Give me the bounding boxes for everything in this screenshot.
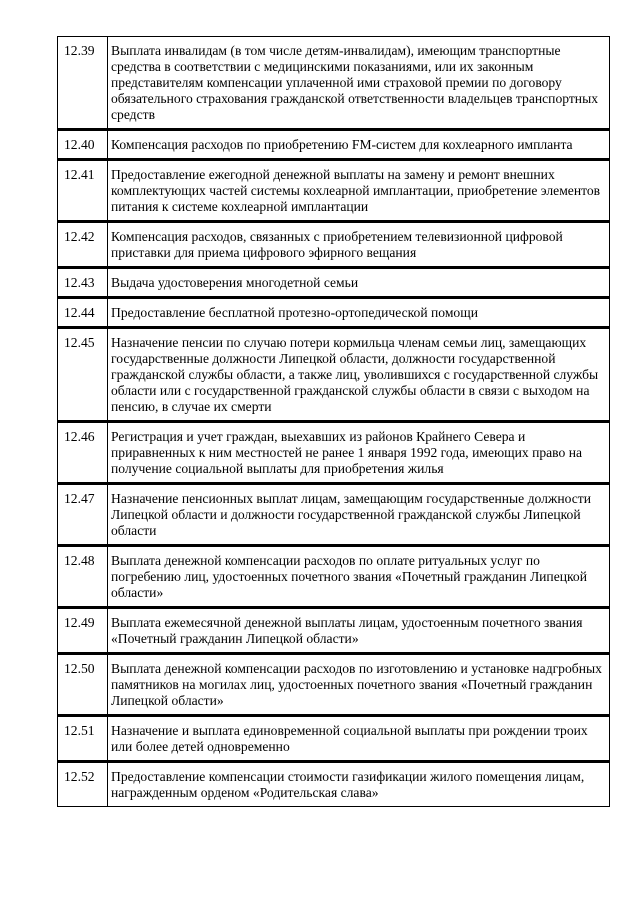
- row-text: Назначение и выплата единовременной социальной выплаты при рождении троих или более детей одновременно: [108, 716, 610, 762]
- row-text: Выплата денежной компенсации расходов по оплате ритуальных услуг по погребению лиц, удостоенных почетного звания «Почетный гражданин Липецкой области»: [108, 546, 610, 608]
- table-row: [58, 298, 610, 328]
- table-row: [58, 716, 610, 762]
- row-text: Выплата инвалидам (в том числе детям-инвалидам), имеющим транспортные средства в соответствии с медицинскими показаниями, или их законным представителям компенсации уплаченной ими страховой премии по договору обязательного страхования гражданской ответственности владельцев транспортных средств: [108, 37, 610, 130]
- row-text: Компенсация расходов по приобретению FM-систем для кохлеарного импланта: [108, 130, 610, 160]
- row-number: 12.51: [58, 716, 108, 762]
- table-row: [58, 37, 610, 130]
- services-table: [57, 36, 610, 807]
- row-text: Регистрация и учет граждан, выехавших из районов Крайнего Севера и приравненных к ним местностей не ранее 1 января 1992 года, имеющих право на получение социальной выплаты для приобретения жилья: [108, 422, 610, 484]
- row-number: 12.42: [58, 222, 108, 268]
- row-text: Назначение пенсионных выплат лицам, замещающим государственные должности Липецкой области и должности государственной гражданской службы Липецкой области: [108, 484, 610, 546]
- row-number: 12.49: [58, 608, 108, 654]
- table-row: [58, 546, 610, 608]
- row-text: Выплата ежемесячной денежной выплаты лицам, удостоенным почетного звания «Почетный гражданин Липецкой области»: [108, 608, 610, 654]
- table-row: [58, 268, 610, 298]
- table-row: [58, 160, 610, 222]
- table-row: [58, 130, 610, 160]
- table-row: [58, 484, 610, 546]
- row-number: 12.48: [58, 546, 108, 608]
- row-number: 12.43: [58, 268, 108, 298]
- row-number: 12.39: [58, 37, 108, 130]
- row-text: Выплата денежной компенсации расходов по изготовлению и установке надгробных памятников на могилах лиц, удостоенных почетного звания «Почетный гражданин Липецкой области»: [108, 654, 610, 716]
- table-row: [58, 654, 610, 716]
- row-text: Предоставление компенсации стоимости газификации жилого помещения лицам, награжденным орденом «Родительская слава»: [108, 762, 610, 807]
- row-number: 12.40: [58, 130, 108, 160]
- table-row: [58, 422, 610, 484]
- row-number: 12.52: [58, 762, 108, 807]
- row-number: 12.46: [58, 422, 108, 484]
- row-number: 12.41: [58, 160, 108, 222]
- row-text: Выдача удостоверения многодетной семьи: [108, 268, 610, 298]
- row-number: 12.47: [58, 484, 108, 546]
- row-text: Предоставление бесплатной протезно-ортопедической помощи: [108, 298, 610, 328]
- row-number: 12.44: [58, 298, 108, 328]
- row-number: 12.45: [58, 328, 108, 422]
- table-row: [58, 762, 610, 807]
- row-number: 12.50: [58, 654, 108, 716]
- table-row: [58, 328, 610, 422]
- table-row: [58, 222, 610, 268]
- table-row: [58, 608, 610, 654]
- row-text: Компенсация расходов, связанных с приобретением телевизионной цифровой приставки для приема цифрового эфирного вещания: [108, 222, 610, 268]
- row-text: Предоставление ежегодной денежной выплаты на замену и ремонт внешних комплектующих частей системы кохлеарной имплантации, приобретение элементов питания к системе кохлеарной имплантации: [108, 160, 610, 222]
- row-text: Назначение пенсии по случаю потери кормильца членам семьи лиц, замещающих государственные должности Липецкой области, должности государственной гражданской службы области, а также лиц, уволившихся с государственной службы области или с государственной гражданской службы области в связи с выходом на пенсию, в случае их смерти: [108, 328, 610, 422]
